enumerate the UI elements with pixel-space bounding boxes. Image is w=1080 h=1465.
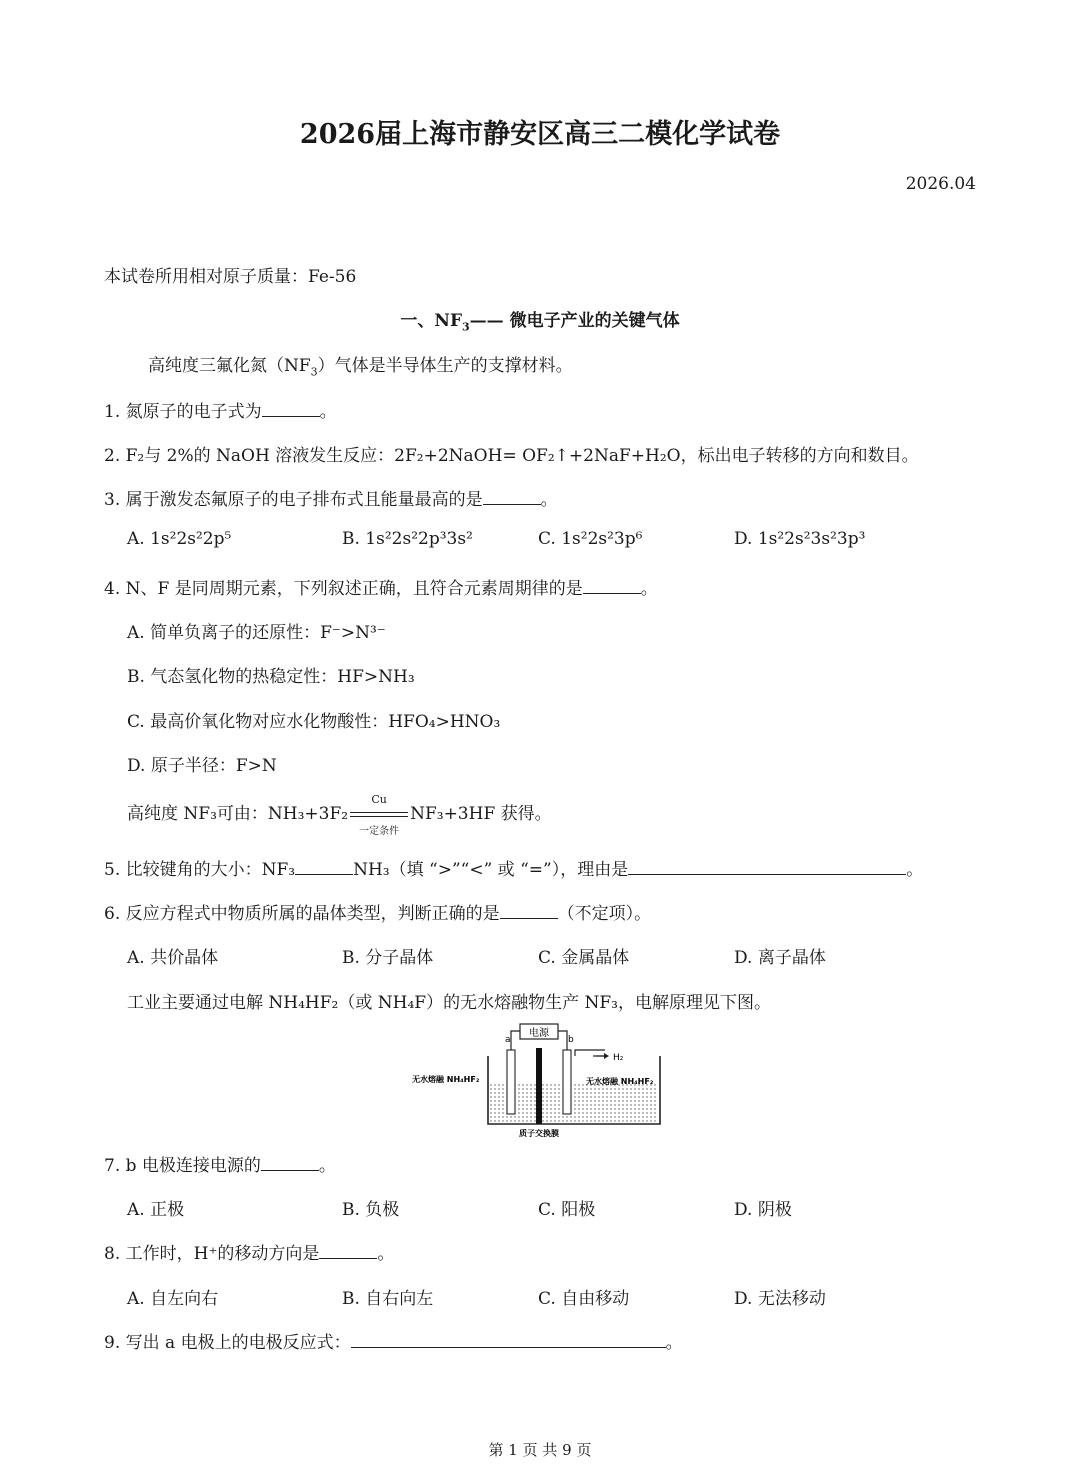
wire-left <box>511 1031 520 1050</box>
q8-option-d: D. 无法移动 <box>734 1289 826 1309</box>
q7-option-b: B. 负极 <box>342 1200 400 1220</box>
exam-date: 2026.04 <box>905 174 976 194</box>
question-5: 5. 比较键角的大小：NF₃ NH₃（填 “>”“<” 或 “=”），理由是 。 <box>104 860 924 880</box>
page-footer: 第 1 页 共 9 页 <box>488 1441 592 1459</box>
question-3: 3. 属于激发态氟原子的电子排布式且能量最高的是 。 <box>104 490 558 510</box>
q7-option-c: C. 阳极 <box>538 1200 596 1220</box>
reaction-condition: Cu 一定条件 <box>348 805 410 825</box>
section-title: 一、$NF_3——$ 微电子产业的关键气体 <box>400 311 680 334</box>
q7-option-a: A. 正极 <box>127 1200 185 1220</box>
electrode-a <box>507 1050 515 1114</box>
q8-option-c: C. 自由移动 <box>538 1289 630 1309</box>
q4-option-c: C. 最高价氧化物对应水化物酸性：HFO₄>HNO₃ <box>127 712 501 732</box>
electrolysis-intro: 工业主要通过电解 NH₄HF₂（或 NH₄F）的无水熔融物生产 NF₃，电解原理见下图。 <box>127 993 771 1013</box>
electrode-b <box>563 1050 571 1114</box>
q8-option-a: A. 自左向右 <box>127 1289 219 1309</box>
wire-right <box>558 1031 567 1050</box>
question-4: 4. N、F 是同周期元素，下列叙述正确，且符合元素周期律的是 。 <box>104 579 658 599</box>
q3-option-c: C. 1s²2s²3p⁶ <box>538 529 643 549</box>
right-electrolyte-label: 无水熔融 NH₄HF₂ <box>586 1077 654 1086</box>
power-source-label: 电源 <box>529 1028 549 1039</box>
q6-option-a: A. 共价晶体 <box>127 948 219 968</box>
reaction-equation: 高纯度 NF₃可由：NH₃+3F₂ Cu 一定条件 NF₃+3HF 获得。 <box>127 792 552 837</box>
q4-option-a: A. 简单负离子的还原性：F⁻>N³⁻ <box>127 623 386 643</box>
page-title: 2026届上海市静安区高三二模化学试卷 <box>299 119 781 150</box>
electrolysis-diagram <box>410 1020 680 1140</box>
q3-option-d: D. 1s²2s²3s²3p³ <box>734 529 866 549</box>
q6-option-b: B. 分子晶体 <box>342 948 434 968</box>
electrode-b-label: b <box>568 1035 574 1045</box>
question-6: 6. 反应方程式中物质所属的晶体类型，判断正确的是 （不定项）。 <box>104 904 652 924</box>
gas-outlet-tube <box>575 1050 605 1056</box>
question-1: 1. 氮原子的电子式为 。 <box>104 402 337 422</box>
q3-option-a: A. 1s²2s²2p⁵ <box>127 529 232 549</box>
q4-option-d: D. 原子半径：F>N <box>127 756 277 776</box>
q8-option-b: B. 自右向左 <box>342 1289 434 1309</box>
question-9: 9. 写出 a 电极上的电极反应式： 。 <box>104 1333 683 1353</box>
left-electrolyte-label: 无水熔融 NH₄HF₂ <box>412 1075 480 1084</box>
question-7: 7. b 电极连接电源的 。 <box>104 1156 336 1176</box>
q3-option-b: B. 1s²2s²2p³3s² <box>342 529 473 549</box>
atomic-mass-note: 本试卷所用相对原子质量：Fe-56 <box>104 267 357 287</box>
h2-gas-label: H₂ <box>613 1053 624 1063</box>
section-intro: 高纯度三氟化氮$(NF_3)$气体是半导体生产的支撑材料。 <box>148 356 573 379</box>
question-2: 2. F₂与 2%的 NaOH 溶液发生反应：2F₂+2NaOH= OF₂↑+2NaF+H₂O，标出电子转移的方向和数目。 <box>104 446 919 466</box>
q6-option-d: D. 离子晶体 <box>734 948 826 968</box>
membrane-label: 质子交换膜 <box>519 1129 559 1138</box>
q7-option-d: D. 阴极 <box>734 1200 792 1220</box>
q4-option-b: B. 气态氢化物的热稳定性：HF>NH₃ <box>127 667 415 687</box>
question-8: 8. 工作时，H⁺的移动方向是 。 <box>104 1244 395 1264</box>
proton-exchange-membrane <box>536 1048 542 1124</box>
electrode-a-label: a <box>505 1035 511 1045</box>
q6-option-c: C. 金属晶体 <box>538 948 630 968</box>
